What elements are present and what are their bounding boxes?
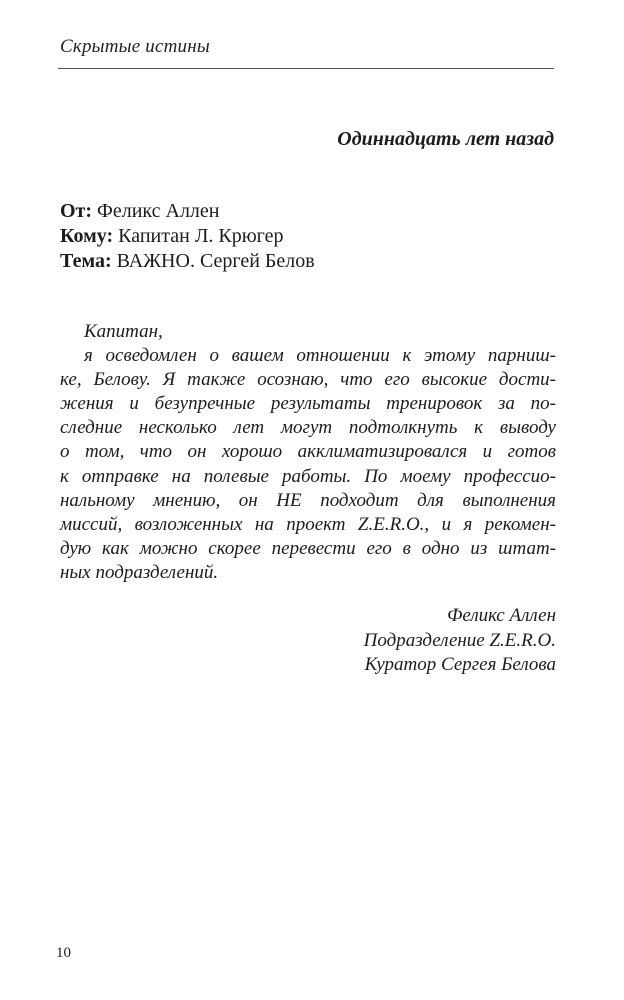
signature-block [364, 604, 556, 678]
signature-name: Феликс Аллен [447, 605, 556, 626]
letter-line: ке, Белову. Я также осознаю, что его высокие дости- [60, 369, 556, 391]
letter-line: дую как можно скорее перевести его в одно из штат- [60, 537, 556, 559]
meta-subject [60, 249, 315, 274]
meta-to [60, 224, 315, 249]
meta-from-label: От: [60, 200, 93, 222]
letter-line: ных подразделений. [60, 561, 219, 583]
page-number: 10 [56, 945, 71, 961]
running-head: Скрытые истины [60, 36, 210, 57]
meta-from [60, 199, 315, 224]
signature-role: Куратор Сергея Белова [364, 654, 556, 675]
letter-line: жения и безупречные результаты тренировок за по- [60, 393, 556, 415]
letter-line: следние несколько лет могут подтолкнуть к выводу [60, 417, 556, 439]
letter-meta [60, 199, 315, 274]
letter-body [60, 320, 556, 585]
chapter-title: Одиннадцать лет назад [337, 128, 554, 150]
letter-line: миссий, возложенных на проект Z.E.R.O., и я рекомен- [60, 513, 556, 535]
meta-from-value: Феликс Аллен [97, 200, 220, 222]
meta-subject-label: Тема: [60, 250, 112, 272]
meta-subject-value: ВАЖНО. Сергей Белов [116, 250, 315, 272]
letter-line: к отправке на полевые работы. По моему профессио- [60, 465, 556, 487]
letter-line: я осведомлен о вашем отношении к этому парниш- [84, 345, 556, 367]
letter-salutation: Капитан, [84, 321, 163, 342]
signature-unit: Подразделение Z.E.R.O. [363, 629, 556, 651]
letter-line: о том, что он хорошо акклиматизировался и готов [60, 441, 556, 463]
meta-to-value: Капитан Л. Крюгер [118, 225, 284, 247]
meta-to-label: Кому: [60, 225, 114, 247]
header-rule [58, 68, 554, 69]
letter-line: нальному мнению, он НЕ подходит для выполнения [60, 489, 556, 511]
